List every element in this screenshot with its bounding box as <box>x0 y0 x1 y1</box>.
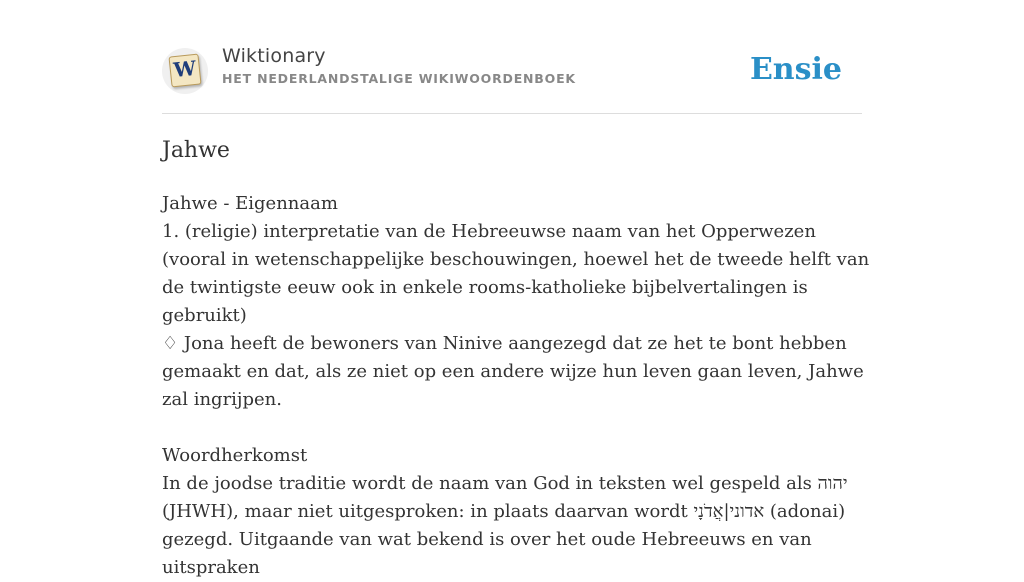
wiktionary-logo[interactable] <box>162 48 208 94</box>
page <box>162 0 870 578</box>
entry-definition: 1. (religie) interpretatie van de Hebreeuwse naam van het Opperwezen (vooral in wetenschappelijke beschouwingen, hoewel het de tweede helft van de twintigste eeuw ook in enkele rooms-katholieke bijbelvertalingen is gebruikt) <box>162 221 870 326</box>
etymology-text: In de joodse traditie wordt de naam van God in teksten wel gespeld als יהוה (JHWH), maar niet uitgesproken: in plaats daarvan wordt אדוני|אֲדֹנָי (adonai) gezegd. Uitgaande van wat bekend is over het oude Hebreeuws en van uitspraken <box>162 473 848 578</box>
ensie-link[interactable]: Ensie <box>749 52 842 87</box>
entry-heading: Jahwe - Eigennaam <box>162 193 338 214</box>
spacer <box>162 414 872 442</box>
page-title: Jahwe <box>162 138 230 163</box>
logo-letter: W <box>172 55 198 83</box>
etymology-heading: Woordherkomst <box>162 445 308 466</box>
brand <box>222 45 576 86</box>
logo-tile-icon <box>168 54 201 88</box>
site-name[interactable]: Wiktionary <box>222 45 326 67</box>
entry-content <box>162 190 872 582</box>
entry-example: ♢ Jona heeft de bewoners van Ninive aangezegd dat ze het te bont hebben gemaakt en dat, als ze niet op een andere wijze hun leven gaan leven, Jahwe zal ingrijpen. <box>162 333 864 410</box>
site-subtitle: HET NEDERLANDSTALIGE WIKIWOORDENBOEK <box>222 71 576 86</box>
site-header <box>162 0 862 114</box>
